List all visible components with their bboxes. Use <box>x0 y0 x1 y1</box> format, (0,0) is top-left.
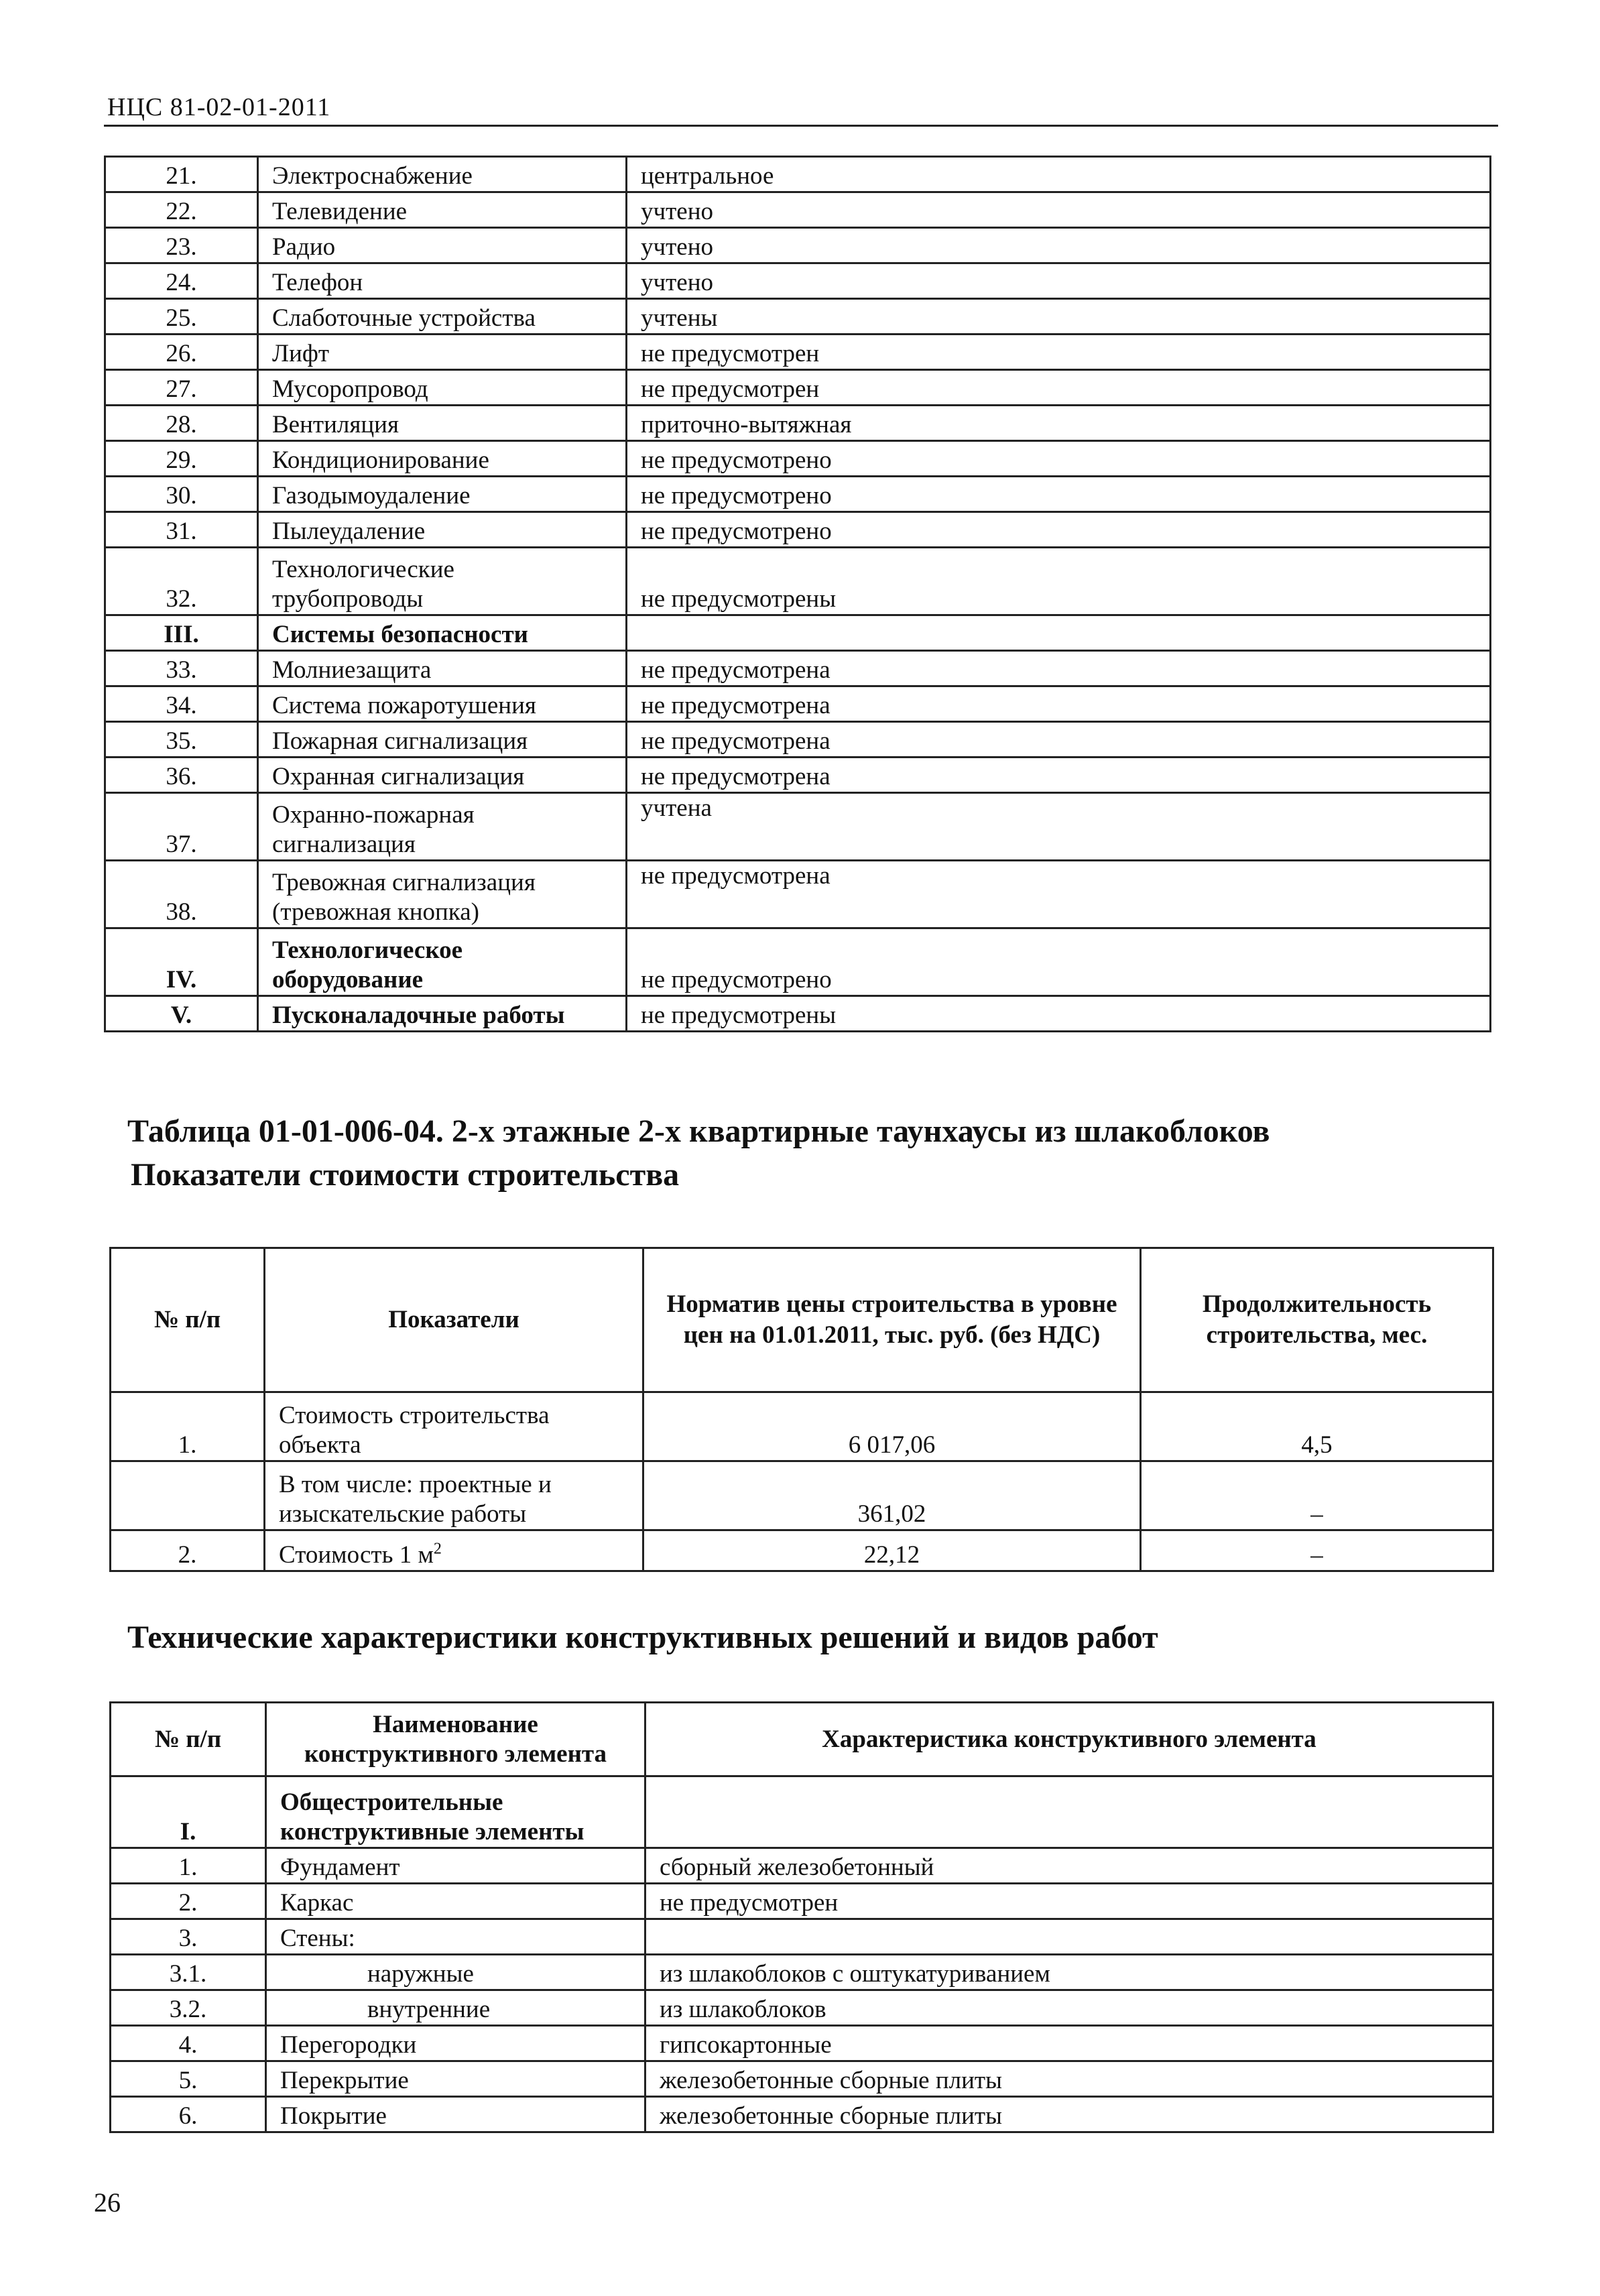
table-row <box>105 370 1491 406</box>
row-name-line-1: Охранно-пожарная <box>272 801 475 829</box>
table-row <box>105 157 1491 192</box>
row-indicator <box>265 1461 643 1530</box>
row-name: Электроснабжение <box>258 157 627 192</box>
row-value: учтено <box>627 192 1491 228</box>
row-indicator-line-2: объекта <box>279 1431 361 1459</box>
row-number: 31. <box>105 512 258 548</box>
row-value: не предусмотрены <box>627 996 1491 1032</box>
table-row <box>111 1990 1493 2026</box>
row-number: 3.2. <box>111 1990 266 2026</box>
row-number: 32. <box>105 548 258 615</box>
row-name: Каркас <box>266 1884 645 1919</box>
row-indicator-label: Стоимость 1 м <box>279 1541 434 1569</box>
tech-characteristics-table <box>109 1701 1494 2133</box>
row-name: внутренние <box>266 1990 645 2026</box>
section-number: I. <box>111 1776 266 1848</box>
row-value: сборный железобетонный <box>645 1848 1493 1884</box>
row-number: 4. <box>111 2026 266 2061</box>
table-row <box>105 512 1491 548</box>
row-value: не предусмотрена <box>627 861 1491 928</box>
row-name-line-1: Технологические <box>272 556 454 583</box>
table-row <box>105 228 1491 263</box>
header-number: № п/п <box>111 1248 265 1392</box>
table-subtitle: Показатели стоимости строительства <box>131 1157 680 1193</box>
table-row <box>105 793 1491 861</box>
row-number <box>111 1461 265 1530</box>
row-name: Газодымоудаление <box>258 477 627 512</box>
section-title-line-2: оборудование <box>272 966 424 993</box>
row-value: учтено <box>627 228 1491 263</box>
row-number: 21. <box>105 157 258 192</box>
row-number: 30. <box>105 477 258 512</box>
header-characteristic: Характеристика конструктивного элемента <box>645 1703 1493 1776</box>
row-indicator-line-1: В том числе: проектные и <box>279 1471 552 1498</box>
table-row <box>105 263 1491 299</box>
row-value: не предусмотрен <box>627 335 1491 370</box>
table-row <box>105 758 1491 793</box>
row-name: Радио <box>258 228 627 263</box>
header-element-line-2: конструктивного элемента <box>304 1740 607 1768</box>
section-row <box>111 1776 1493 1848</box>
row-number: 27. <box>105 370 258 406</box>
section-title <box>258 928 627 996</box>
row-name <box>258 861 627 928</box>
row-value: приточно-вытяжная <box>627 406 1491 441</box>
row-number: 2. <box>111 1530 265 1571</box>
row-value: центральное <box>627 157 1491 192</box>
header-indicator: Показатели <box>265 1248 643 1392</box>
row-value <box>645 1919 1493 1955</box>
row-value: не предусмотрено <box>627 477 1491 512</box>
row-value: железобетонные сборные плиты <box>645 2097 1493 2132</box>
row-indicator-line-1: Стоимость строительства <box>279 1402 550 1429</box>
section-row <box>105 615 1491 651</box>
row-duration: – <box>1141 1530 1493 1571</box>
row-number: 23. <box>105 228 258 263</box>
row-name: Молниезащита <box>258 651 627 686</box>
row-name <box>258 793 627 861</box>
table-row <box>111 1461 1493 1530</box>
row-name: Вентиляция <box>258 406 627 441</box>
row-value: учтена <box>627 793 1491 861</box>
table-row <box>105 192 1491 228</box>
table-row <box>111 2026 1493 2061</box>
row-name: Покрытие <box>266 2097 645 2132</box>
table-row <box>111 1848 1493 1884</box>
table-row <box>111 1884 1493 1919</box>
table-row <box>111 2061 1493 2097</box>
row-number: 1. <box>111 1392 265 1461</box>
table-row <box>111 1955 1493 1990</box>
row-name: Кондиционирование <box>258 441 627 477</box>
row-value: не предусмотрено <box>627 928 1491 996</box>
table-row <box>105 686 1491 722</box>
row-name: Телефон <box>258 263 627 299</box>
row-name: Пылеудаление <box>258 512 627 548</box>
section-number: IV. <box>105 928 258 996</box>
row-name: Перегородки <box>266 2026 645 2061</box>
document-code: НЦС 81-02-01-2011 <box>107 93 331 121</box>
row-number: 34. <box>105 686 258 722</box>
section-number: V. <box>105 996 258 1032</box>
row-name-line-2: трубопроводы <box>272 585 424 613</box>
row-value: железобетонные сборные плиты <box>645 2061 1493 2097</box>
page-number: 26 <box>94 2187 121 2218</box>
table-row <box>105 722 1491 758</box>
section-title: Системы безопасности <box>258 615 627 651</box>
row-name: Фундамент <box>266 1848 645 1884</box>
row-value: не предусмотрена <box>627 686 1491 722</box>
table-title: Таблица 01-01-006-04. 2-х этажные 2-х квартирные таунхаусы из шлакоблоков <box>127 1113 1270 1149</box>
section-number: III. <box>105 615 258 651</box>
row-number: 38. <box>105 861 258 928</box>
row-number: 33. <box>105 651 258 686</box>
section-title-line-1: Общестроительные <box>280 1789 503 1816</box>
row-name: Лифт <box>258 335 627 370</box>
row-value: из шлакоблоков <box>645 1990 1493 2026</box>
table-row <box>105 548 1491 615</box>
row-number: 6. <box>111 2097 266 2132</box>
row-name-line-1: Тревожная сигнализация <box>272 869 536 896</box>
row-number: 25. <box>105 299 258 335</box>
row-duration: – <box>1141 1461 1493 1530</box>
row-name: Слаботочные устройства <box>258 299 627 335</box>
row-number: 35. <box>105 722 258 758</box>
row-value: учтены <box>627 299 1491 335</box>
header-price-norm: Норматив цены строительства в уровне цен на 01.01.2011, тыс. руб. (без НДС) <box>643 1248 1141 1392</box>
section-title-line-1: Технологическое <box>272 936 463 964</box>
table-row <box>111 1530 1493 1571</box>
row-name-line-2: сигнализация <box>272 831 416 858</box>
header-element-line-1: Наименование <box>373 1710 538 1738</box>
table-row <box>111 1392 1493 1461</box>
row-indicator <box>265 1530 643 1571</box>
row-name <box>258 548 627 615</box>
row-name: Телевидение <box>258 192 627 228</box>
row-price: 22,12 <box>643 1530 1141 1571</box>
row-number: 36. <box>105 758 258 793</box>
header-duration: Продолжительность строительства, мес. <box>1141 1248 1493 1392</box>
table-row <box>105 335 1491 370</box>
row-value: гипсокартонные <box>645 2026 1493 2061</box>
section-title <box>266 1776 645 1848</box>
row-number: 2. <box>111 1884 266 1919</box>
section-row <box>105 996 1491 1032</box>
table-row <box>105 441 1491 477</box>
row-value: учтено <box>627 263 1491 299</box>
row-price: 361,02 <box>643 1461 1141 1530</box>
row-number: 5. <box>111 2061 266 2097</box>
header-rule <box>104 125 1498 127</box>
row-name: Стены: <box>266 1919 645 1955</box>
row-number: 24. <box>105 263 258 299</box>
section-title: Пусконаладочные работы <box>258 996 627 1032</box>
table-row <box>105 861 1491 928</box>
row-name: Перекрытие <box>266 2061 645 2097</box>
row-number: 28. <box>105 406 258 441</box>
unit-superscript: 2 <box>433 1540 442 1558</box>
row-number: 22. <box>105 192 258 228</box>
row-value: не предусмотрено <box>627 512 1491 548</box>
row-name: наружные <box>266 1955 645 1990</box>
row-value: не предусмотрено <box>627 441 1491 477</box>
row-price: 6 017,06 <box>643 1392 1141 1461</box>
row-number: 26. <box>105 335 258 370</box>
row-number: 37. <box>105 793 258 861</box>
row-value: не предусмотрен <box>645 1884 1493 1919</box>
row-value: не предусмотрена <box>627 758 1491 793</box>
table-row <box>105 651 1491 686</box>
row-number: 3. <box>111 1919 266 1955</box>
table-row <box>105 299 1491 335</box>
section-row <box>105 928 1491 996</box>
row-value: не предусмотрена <box>627 722 1491 758</box>
header-number: № п/п <box>111 1703 266 1776</box>
row-name: Пожарная сигнализация <box>258 722 627 758</box>
row-number: 1. <box>111 1848 266 1884</box>
row-name: Мусоропровод <box>258 370 627 406</box>
row-value: не предусмотрена <box>627 651 1491 686</box>
row-name: Система пожаротушения <box>258 686 627 722</box>
row-indicator-line-2: изыскательские работы <box>279 1500 527 1528</box>
row-indicator <box>265 1392 643 1461</box>
table-header-row <box>111 1703 1493 1776</box>
row-value: не предусмотрены <box>627 548 1491 615</box>
table-row <box>105 477 1491 512</box>
row-value <box>645 1776 1493 1848</box>
row-value: не предусмотрен <box>627 370 1491 406</box>
row-duration: 4,5 <box>1141 1392 1493 1461</box>
engineering-systems-table <box>104 156 1491 1032</box>
cost-indicators-table <box>109 1247 1494 1572</box>
row-number: 3.1. <box>111 1955 266 1990</box>
table-row <box>111 2097 1493 2132</box>
row-name: Охранная сигнализация <box>258 758 627 793</box>
row-value: из шлакоблоков с оштукатуриванием <box>645 1955 1493 1990</box>
header-element <box>266 1703 645 1776</box>
table-row <box>111 1919 1493 1955</box>
tech-section-title: Технические характеристики конструктивных решений и видов работ <box>127 1620 1158 1655</box>
row-value <box>627 615 1491 651</box>
table-header-row <box>111 1248 1493 1392</box>
section-title-line-2: конструктивные элементы <box>280 1818 584 1846</box>
table-row <box>105 406 1491 441</box>
row-name-line-2: (тревожная кнопка) <box>272 898 479 926</box>
row-number: 29. <box>105 441 258 477</box>
